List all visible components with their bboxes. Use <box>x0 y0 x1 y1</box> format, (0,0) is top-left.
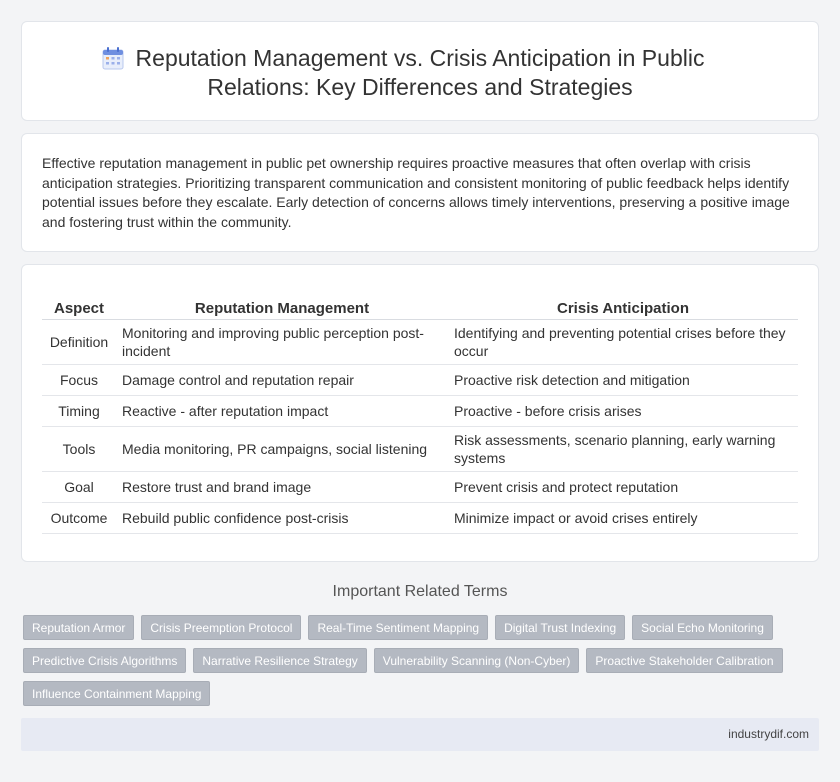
table-row <box>42 471 798 502</box>
cell-aspect: Goal <box>42 471 116 502</box>
page-title: Reputation Management vs. Crisis Anticipation in Public Relations: Key Differences and Strategies <box>135 45 705 100</box>
footer-bar <box>21 718 819 751</box>
cell-aspect: Focus <box>42 364 116 395</box>
comparison-table <box>42 293 798 534</box>
table-row <box>42 364 798 395</box>
cell-reputation: Monitoring and improving public perception post-incident <box>116 319 448 364</box>
cell-aspect: Outcome <box>42 502 116 533</box>
cell-reputation: Rebuild public confidence post-crisis <box>116 502 448 533</box>
footer-site-link[interactable]: industrydif.com <box>728 727 809 741</box>
cell-aspect: Definition <box>42 319 116 364</box>
cell-aspect: Tools <box>42 426 116 471</box>
cell-reputation: Media monitoring, PR campaigns, social listening <box>116 426 448 471</box>
related-term-tag[interactable]: Real-Time Sentiment Mapping <box>308 615 488 640</box>
cell-crisis: Proactive risk detection and mitigation <box>448 364 798 395</box>
related-term-tag[interactable]: Social Echo Monitoring <box>632 615 773 640</box>
intro-card <box>21 133 819 252</box>
cell-reputation: Restore trust and brand image <box>116 471 448 502</box>
related-term-tag[interactable]: Predictive Crisis Algorithms <box>23 648 186 673</box>
related-term-tag[interactable]: Reputation Armor <box>23 615 134 640</box>
table-header-row <box>42 293 798 319</box>
cell-crisis: Identifying and preventing potential crises before they occur <box>448 319 798 364</box>
header-reputation-management: Reputation Management <box>116 293 448 319</box>
related-term-tag[interactable]: Crisis Preemption Protocol <box>141 615 301 640</box>
related-term-tag[interactable]: Vulnerability Scanning (Non-Cyber) <box>374 648 580 673</box>
table-row <box>42 502 798 533</box>
cell-crisis: Proactive - before crisis arises <box>448 395 798 426</box>
title-card <box>21 21 819 121</box>
table-row <box>42 319 798 364</box>
cell-crisis: Risk assessments, scenario planning, early warning systems <box>448 426 798 471</box>
comparison-card <box>21 264 819 562</box>
header-aspect: Aspect <box>42 293 116 319</box>
related-term-tag[interactable]: Narrative Resilience Strategy <box>193 648 366 673</box>
cell-reputation: Reactive - after reputation impact <box>116 395 448 426</box>
cell-aspect: Timing <box>42 395 116 426</box>
header-crisis-anticipation: Crisis Anticipation <box>448 293 798 319</box>
related-terms-list <box>23 615 783 706</box>
intro-paragraph: Effective reputation management in public pet ownership requires proactive measures that often overlap with crisis anticipation strategies. Prioritizing transparent communication and consistent monitoring of public feedback helps identify potential issues before they escalate. Early detection of concerns allows timely interventions, preserving a positive image and fostering trust within the community. <box>42 155 790 230</box>
table-row <box>42 395 798 426</box>
related-term-tag[interactable]: Proactive Stakeholder Calibration <box>586 648 782 673</box>
cell-crisis: Prevent crisis and protect reputation <box>448 471 798 502</box>
related-terms-heading: Important Related Terms <box>332 583 508 600</box>
cell-reputation: Damage control and reputation repair <box>116 364 448 395</box>
related-term-tag[interactable]: Digital Trust Indexing <box>495 615 625 640</box>
table-row <box>42 426 798 471</box>
cell-crisis: Minimize impact or avoid crises entirely <box>448 502 798 533</box>
related-term-tag[interactable]: Influence Containment Mapping <box>23 681 210 706</box>
